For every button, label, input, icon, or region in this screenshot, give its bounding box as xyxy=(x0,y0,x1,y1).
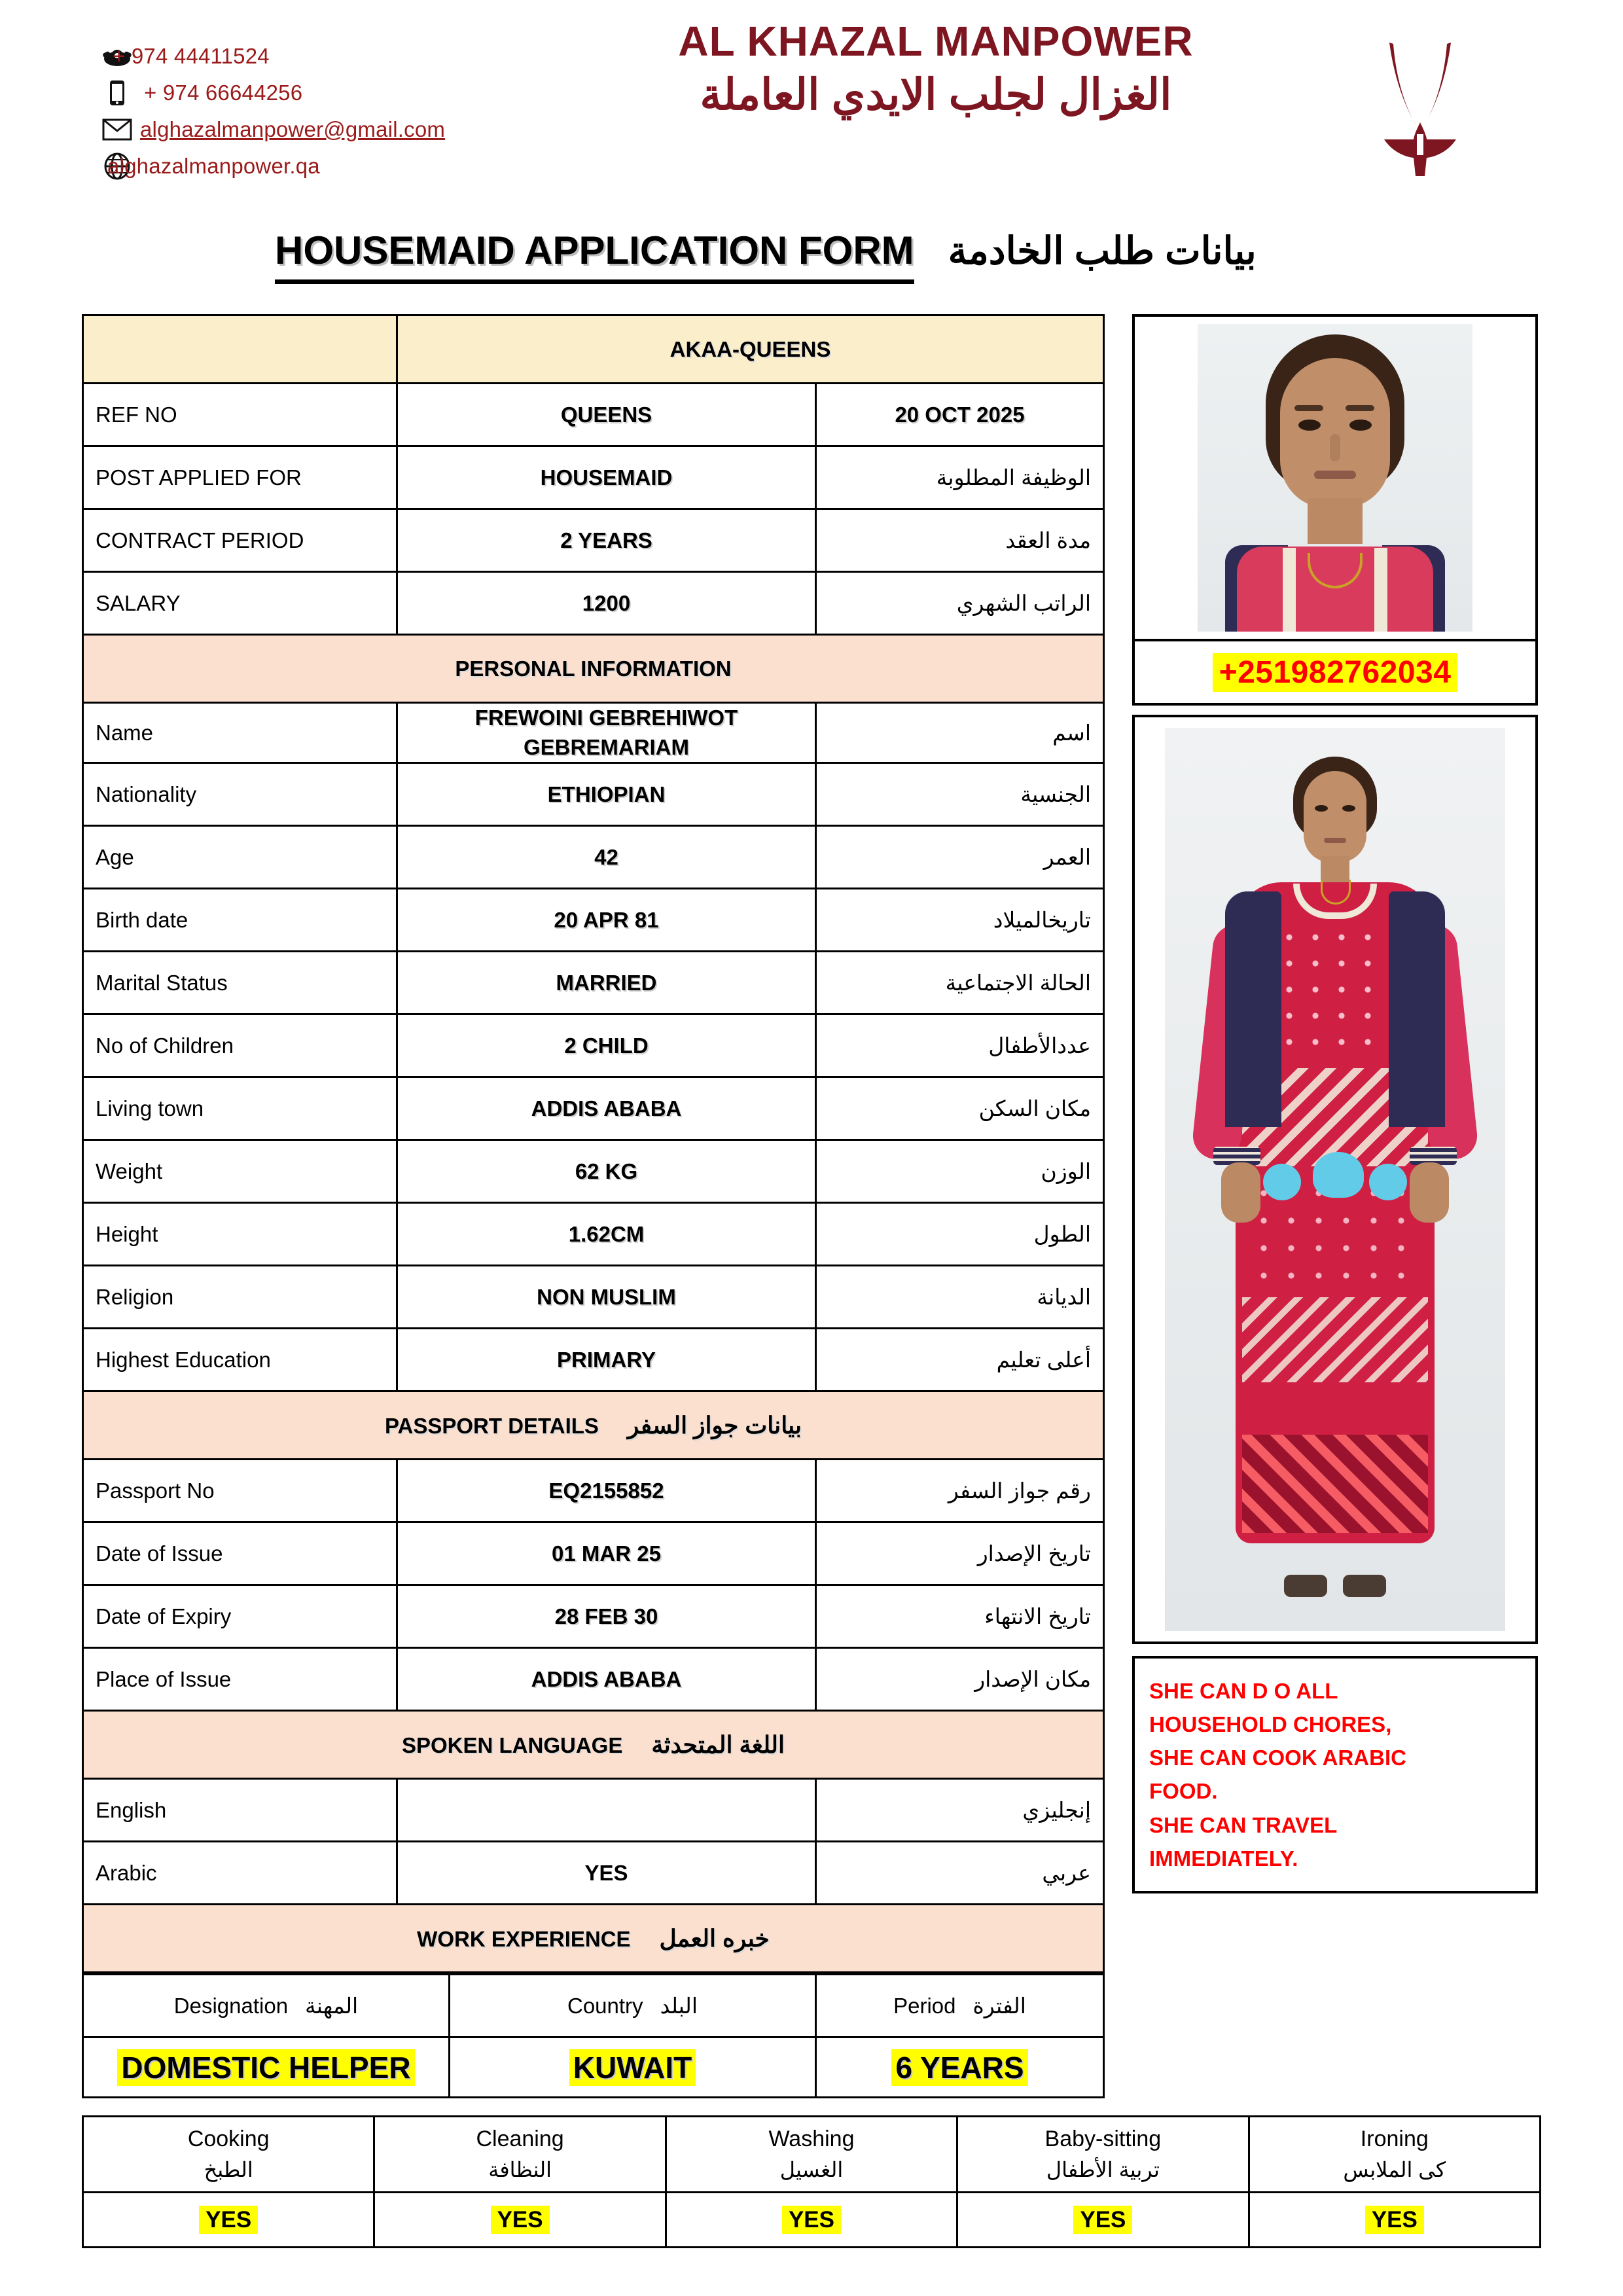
passport-photo xyxy=(1132,314,1538,641)
row-label-arabic: مدة العقد xyxy=(816,509,1104,572)
work-experience-band-label-ar: خبره العمل xyxy=(659,1924,770,1952)
work-experience-band-label-en: WORK EXPERIENCE xyxy=(417,1926,631,1951)
work-header-country-ar: البلد xyxy=(660,1994,698,2018)
work-header-designation xyxy=(83,1975,450,2037)
row-label: Birth date xyxy=(83,889,397,952)
skill-value-text: YES xyxy=(782,2206,841,2234)
row-label: Religion xyxy=(83,1266,397,1329)
mobile-phone-icon xyxy=(98,80,136,106)
table-row xyxy=(83,1014,1104,1077)
row-label-arabic: الطول xyxy=(816,1203,1104,1266)
work-value-designation-text: DOMESTIC HELPER xyxy=(117,2049,414,2086)
table-row xyxy=(83,1585,1104,1648)
work-experience-table xyxy=(82,1973,1105,2098)
skill-label-ar: كى الملابس xyxy=(1343,2158,1446,2182)
row-label-arabic: أعلى تعليم xyxy=(816,1329,1104,1391)
skill-header-ironing xyxy=(1249,2117,1540,2193)
agency-band-row xyxy=(83,315,1104,384)
mobile-number: + 974 66644256 xyxy=(144,81,303,105)
candidate-phone-row xyxy=(1132,641,1538,706)
skill-header-washing xyxy=(666,2117,957,2193)
work-value-country xyxy=(450,2037,816,2098)
personal-information-band-label: PERSONAL INFORMATION xyxy=(83,635,1104,703)
skill-value-text: YES xyxy=(1365,2206,1424,2234)
skill-header-cleaning xyxy=(374,2117,666,2193)
row-label-arabic: إنجليزي xyxy=(816,1779,1104,1842)
row-label: Nationality xyxy=(83,763,397,826)
contact-row-email[interactable] xyxy=(98,113,445,147)
table-row xyxy=(83,1203,1104,1266)
candidate-phone-number: +251982762034 xyxy=(1213,653,1458,692)
table-row xyxy=(83,1779,1104,1842)
skill-value-cleaning xyxy=(374,2193,666,2248)
skill-label-ar: النظافة xyxy=(488,2158,552,2182)
row-label-arabic: رقم جواز السفر xyxy=(816,1460,1104,1522)
agency-contact-block xyxy=(98,39,445,183)
row-label: REF NO xyxy=(83,384,397,446)
row-label: Date of Expiry xyxy=(83,1585,397,1648)
passport-band xyxy=(83,1391,1104,1460)
work-header-designation-en: Designation xyxy=(173,1994,289,2018)
row-label: Passport No xyxy=(83,1460,397,1522)
table-row xyxy=(83,1460,1104,1522)
row-value: PRIMARY xyxy=(397,1329,816,1391)
skill-value-ironing xyxy=(1249,2193,1540,2248)
row-value: 01 MAR 25 xyxy=(397,1522,816,1585)
brand-name-english: AL KHAZAL MANPOWER xyxy=(678,18,1194,65)
table-row xyxy=(83,572,1104,635)
row-value: 2 CHILD xyxy=(397,1014,816,1077)
row-label-arabic: الديانة xyxy=(816,1266,1104,1329)
skill-label-ar: الطبخ xyxy=(204,2158,253,2182)
row-value: ADDIS ABABA xyxy=(397,1648,816,1711)
row-label: Place of Issue xyxy=(83,1648,397,1711)
skills-table xyxy=(82,2115,1541,2248)
skill-label-ar: الغسيل xyxy=(779,2158,844,2182)
row-value: MARRIED xyxy=(397,952,816,1014)
spoken-language-band xyxy=(83,1711,1104,1779)
row-label: Marital Status xyxy=(83,952,397,1014)
row-label-arabic: العمر xyxy=(816,826,1104,889)
remarks-line: FOOD. xyxy=(1149,1779,1218,1804)
row-value: NON MUSLIM xyxy=(397,1266,816,1329)
brand-name-arabic: الغزال لجلب الايدي العاملة xyxy=(700,70,1172,119)
contact-row-telephone xyxy=(98,39,445,73)
work-header-period-ar: الفترة xyxy=(972,1994,1026,2018)
spoken-language-band-label-en: SPOKEN LANGUAGE xyxy=(401,1732,623,1757)
row-value: 42 xyxy=(397,826,816,889)
row-label: Age xyxy=(83,826,397,889)
work-header-country xyxy=(450,1975,816,2037)
contact-row-website[interactable] xyxy=(98,149,445,183)
row-value: 2 YEARS xyxy=(397,509,816,572)
work-experience-band xyxy=(83,1905,1104,1973)
skills-header-row xyxy=(83,2117,1541,2193)
row-value: HOUSEMAID xyxy=(397,446,816,509)
row-value xyxy=(397,1779,816,1842)
work-experience-header-row xyxy=(83,1975,1104,2037)
table-row xyxy=(83,1329,1104,1391)
row-value: YES xyxy=(397,1842,816,1905)
full-body-photo-image xyxy=(1165,728,1505,1631)
photo-and-notes-column xyxy=(1132,314,1538,1893)
table-row xyxy=(83,952,1104,1014)
remarks-line: HOUSEHOLD CHORES, xyxy=(1149,1712,1392,1737)
skill-label-en: Cleaning xyxy=(476,2126,564,2152)
gazelle-head-icon xyxy=(1364,36,1476,183)
skill-value-washing xyxy=(666,2193,957,2248)
work-header-designation-ar: المهنة xyxy=(305,1994,359,2018)
row-label: No of Children xyxy=(83,1014,397,1077)
telephone-number: + 974 44411524 xyxy=(113,44,270,68)
skill-header-babysitting xyxy=(957,2117,1249,2193)
row-label-arabic: مكان الإصدار xyxy=(816,1648,1104,1711)
row-label: Living town xyxy=(83,1077,397,1140)
table-row xyxy=(83,1842,1104,1905)
table-row xyxy=(83,1522,1104,1585)
table-row xyxy=(83,826,1104,889)
row-label-arabic: تاريخ الانتهاء xyxy=(816,1585,1104,1648)
row-value: 28 FEB 30 xyxy=(397,1585,816,1648)
spoken-language-band-row xyxy=(83,1711,1104,1779)
passport-band-label-en: PASSPORT DETAILS xyxy=(384,1413,599,1438)
row-label: POST APPLIED FOR xyxy=(83,446,397,509)
website-address[interactable]: alghazalmanpower.qa xyxy=(107,154,320,178)
row-label: Date of Issue xyxy=(83,1522,397,1585)
row-label-arabic: مكان السكن xyxy=(816,1077,1104,1140)
work-value-designation xyxy=(83,2037,450,2098)
table-row xyxy=(83,703,1104,763)
table-row xyxy=(83,384,1104,446)
table-row xyxy=(83,889,1104,952)
remarks-line: IMMEDIATELY. xyxy=(1149,1846,1298,1871)
remarks-box xyxy=(1132,1656,1538,1893)
remarks-line: SHE CAN COOK ARABIC xyxy=(1149,1746,1406,1770)
work-experience-value-row xyxy=(83,2037,1104,2098)
row-value: ETHIOPIAN xyxy=(397,763,816,826)
skill-value-babysitting xyxy=(957,2193,1249,2248)
page-title-english: HOUSEMAID APPLICATION FORM xyxy=(275,228,914,284)
row-label: SALARY xyxy=(83,572,397,635)
skill-label-en: Baby-sitting xyxy=(1044,2126,1162,2152)
work-value-period-text: 6 YEARS xyxy=(891,2049,1027,2086)
agency-band-blank xyxy=(83,315,397,384)
row-value: EQ2155852 xyxy=(397,1460,816,1522)
agency-band-label: AKAA-QUEENS xyxy=(397,315,1104,384)
row-value: 1200 xyxy=(397,572,816,635)
work-header-period xyxy=(816,1975,1104,2037)
row-label: Weight xyxy=(83,1140,397,1203)
row-value: 20 APR 81 xyxy=(397,889,816,952)
work-value-period xyxy=(816,2037,1104,2098)
skill-value-text: YES xyxy=(199,2206,258,2234)
row-value: QUEENS xyxy=(397,384,816,446)
personal-information-band-row xyxy=(83,635,1104,703)
email-address[interactable]: alghazalmanpower@gmail.com xyxy=(140,117,446,141)
passport-band-row xyxy=(83,1391,1104,1460)
work-header-country-en: Country xyxy=(567,1994,643,2018)
row-label: Name xyxy=(83,703,397,763)
row-label-arabic: عددالأطفال xyxy=(816,1014,1104,1077)
row-label: CONTRACT PERIOD xyxy=(83,509,397,572)
skill-label-en: Washing xyxy=(768,2126,855,2152)
work-value-country-text: KUWAIT xyxy=(569,2049,696,2086)
table-row xyxy=(83,446,1104,509)
row-label-arabic: تاريخ الإصدار xyxy=(816,1522,1104,1585)
spoken-language-band-label-ar: اللغة المتحدثة xyxy=(651,1731,785,1758)
table-row xyxy=(83,1266,1104,1329)
row-label: Arabic xyxy=(83,1842,397,1905)
row-label-arabic: الراتب الشهري xyxy=(816,572,1104,635)
skill-label-ar: تربية الأطفال xyxy=(1046,2158,1160,2182)
work-header-period-en: Period xyxy=(893,1994,956,2018)
skill-label-en: Cooking xyxy=(187,2126,270,2152)
page-title xyxy=(0,228,1623,300)
row-value: ADDIS ABABA xyxy=(397,1077,816,1140)
passport-photo-image xyxy=(1198,324,1472,632)
row-label-arabic: عربي xyxy=(816,1842,1104,1905)
remarks-line: SHE CAN D O ALL xyxy=(1149,1679,1338,1703)
contact-row-mobile xyxy=(98,76,445,110)
table-row xyxy=(83,763,1104,826)
skill-header-cooking xyxy=(83,2117,374,2193)
passport-band-label-ar: بيانات جواز السفر xyxy=(627,1411,802,1439)
skill-value-cooking xyxy=(83,2193,374,2248)
skill-value-text: YES xyxy=(1073,2206,1132,2234)
table-row xyxy=(83,1077,1104,1140)
table-row xyxy=(83,1140,1104,1203)
row-value: 62 KG xyxy=(397,1140,816,1203)
row-value: FREWOINI GEBREHIWOT GEBREMARIAM xyxy=(397,703,816,763)
row-label-arabic: الجنسية xyxy=(816,763,1104,826)
row-label: Height xyxy=(83,1203,397,1266)
page-title-arabic: بيانات طلب الخادمة xyxy=(948,230,1257,272)
application-details-table xyxy=(82,314,1105,1973)
agency-brand xyxy=(576,20,1296,120)
skills-value-row xyxy=(83,2193,1541,2248)
row-label-arabic: الحالة الاجتماعية xyxy=(816,952,1104,1014)
skill-value-text: YES xyxy=(491,2206,550,2234)
row-label-arabic: اسم xyxy=(816,703,1104,763)
work-experience-band-row xyxy=(83,1905,1104,1973)
remarks-line: SHE CAN TRAVEL xyxy=(1149,1812,1338,1837)
table-row xyxy=(83,1648,1104,1711)
row-label: Highest Education xyxy=(83,1329,397,1391)
document-header xyxy=(0,0,1623,216)
row-value: 1.62CM xyxy=(397,1203,816,1266)
full-body-photo xyxy=(1132,715,1538,1644)
row-label: English xyxy=(83,1779,397,1842)
table-row xyxy=(83,509,1104,572)
row-label-arabic: الوظيفة المطلوبة xyxy=(816,446,1104,509)
envelope-icon xyxy=(98,118,136,141)
row-label-arabic: تاريخالميلاد xyxy=(816,889,1104,952)
row-label-arabic: الوزن xyxy=(816,1140,1104,1203)
skill-label-en: Ironing xyxy=(1360,2126,1429,2152)
row-date: 20 OCT 2025 xyxy=(816,384,1104,446)
